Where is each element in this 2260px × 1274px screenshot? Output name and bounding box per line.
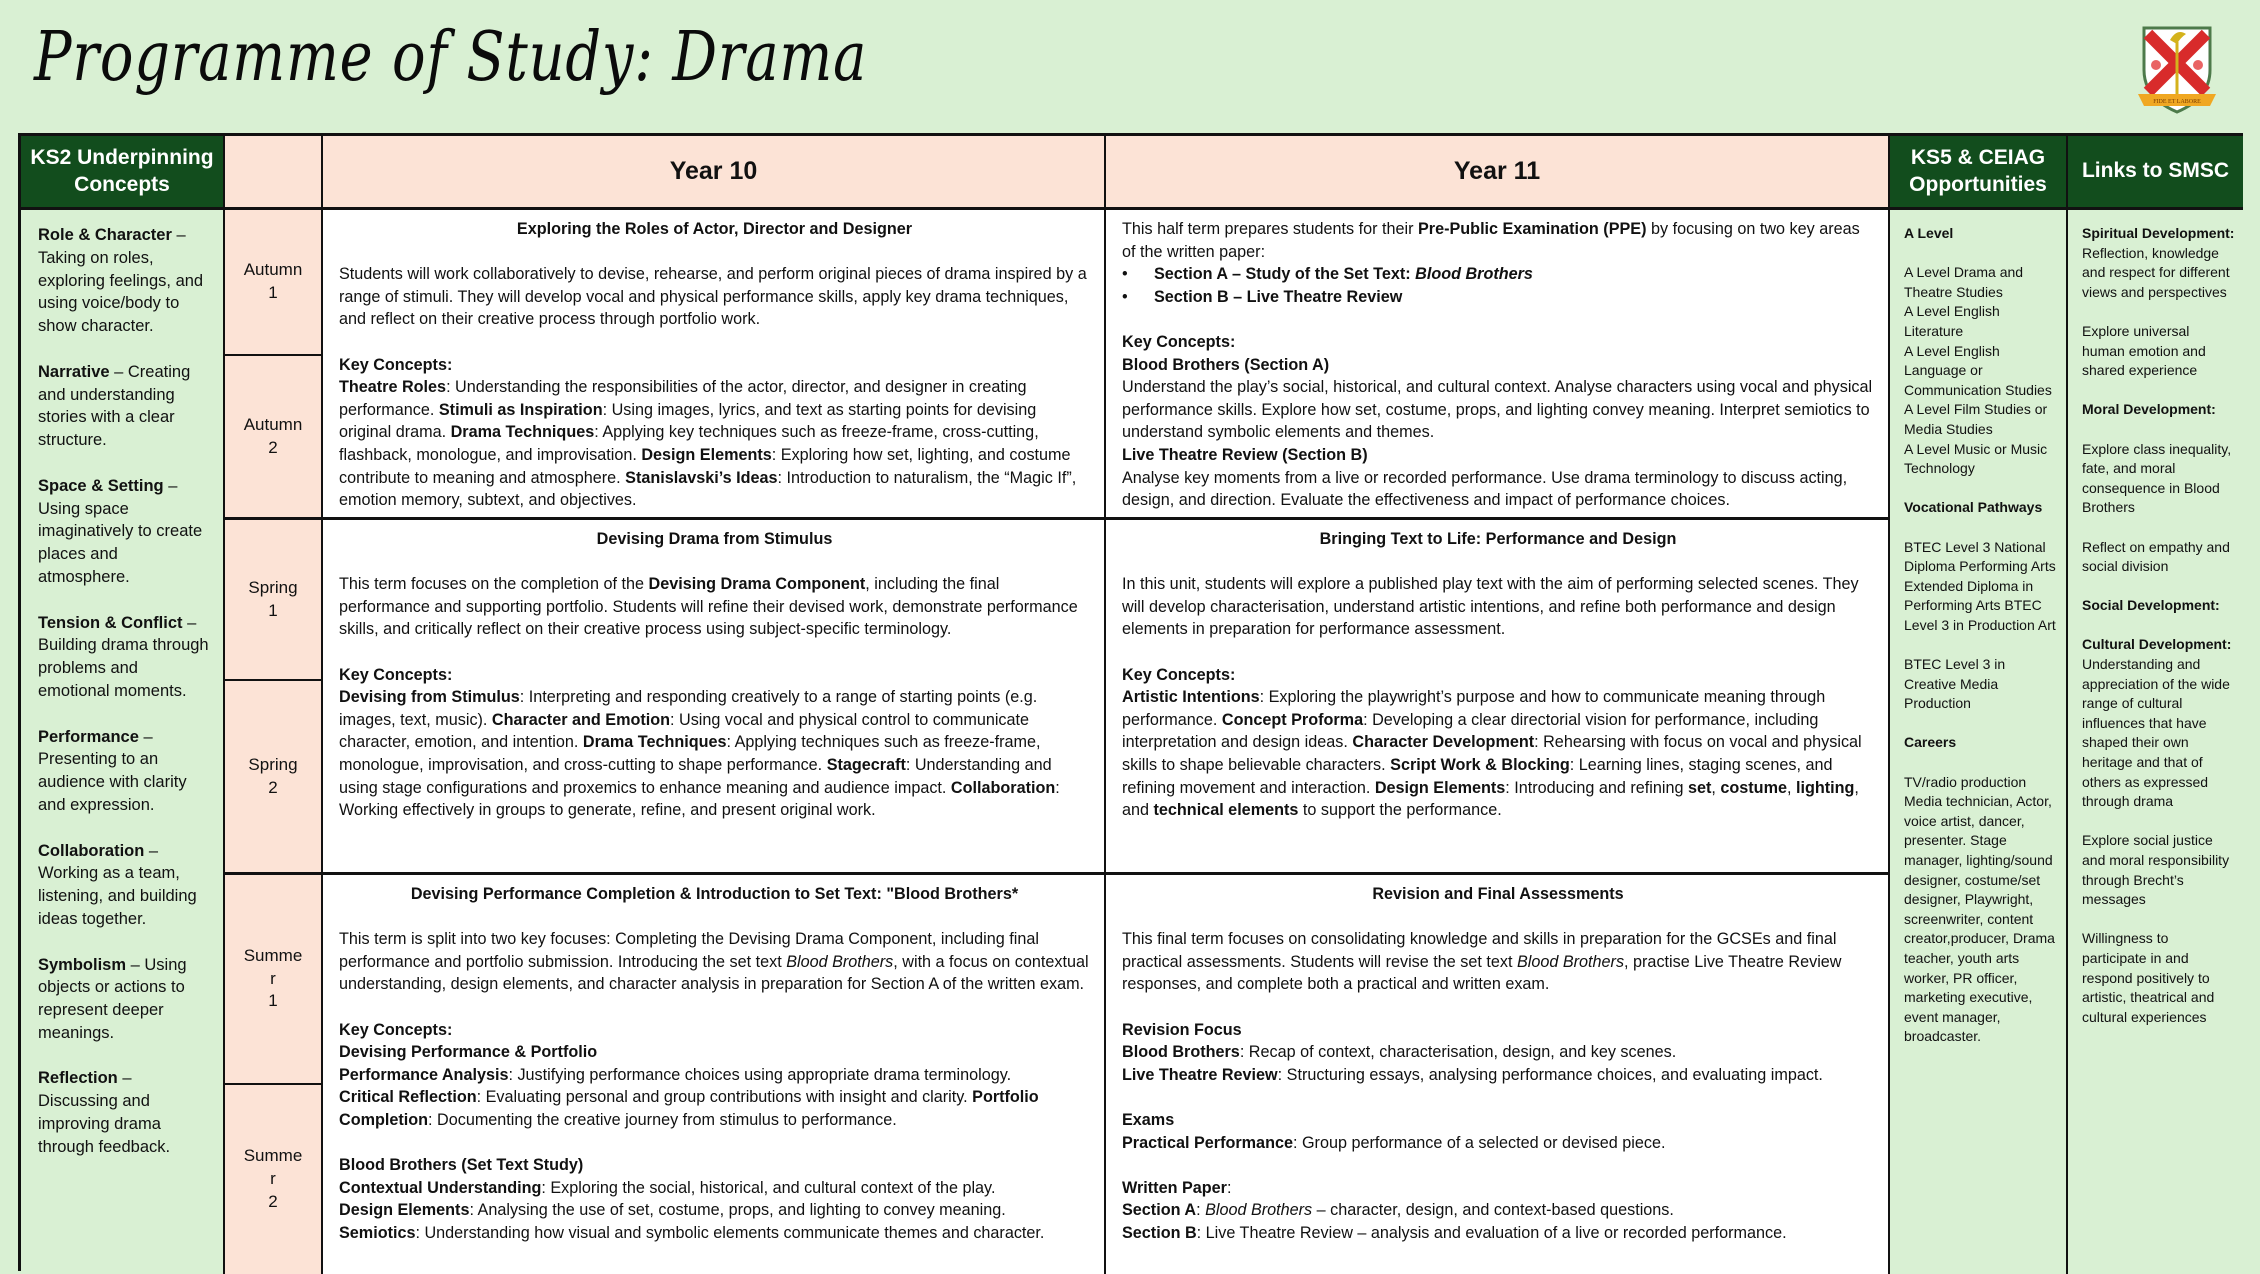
unit-intro bbox=[339, 573, 1090, 641]
concept-term: Drama Techniques bbox=[582, 733, 727, 752]
list-item: A Level Drama and Theatre Studies bbox=[1904, 264, 2024, 300]
year11-summer-cell bbox=[1106, 875, 1890, 1274]
concept-term: Live Theatre Review bbox=[1122, 1065, 1278, 1084]
exam-term: Section A bbox=[1122, 1201, 1197, 1220]
subheading: Devising Performance & Portfolio bbox=[339, 1043, 598, 1062]
exam-desc: : Group performance of a selected or devised piece. bbox=[1292, 1133, 1666, 1152]
ks2-concept bbox=[38, 954, 213, 1045]
smsc-text: Willingness to participate in and respond positively to artistic, theatrical and cultural experiences bbox=[2082, 930, 2215, 1025]
concept-desc: : Interpreting and responding creatively to a range of starting points (e.g. images, text, music). bbox=[339, 688, 1038, 729]
section-label: Moral Development: bbox=[2082, 401, 2216, 418]
term-autumn-1 bbox=[225, 210, 323, 356]
unit-intro bbox=[1122, 928, 1874, 996]
smsc-text: Explore universal human emotion and shared experience bbox=[2082, 322, 2206, 379]
written-paper-label bbox=[1122, 1177, 1874, 1200]
key-concepts-label: Key Concepts: bbox=[1122, 332, 1236, 351]
concept-desc: : Using images, lyrics, and text as starting points for devising original drama. bbox=[339, 400, 1037, 442]
term-label: Summe r 1 bbox=[243, 945, 303, 1011]
key-concepts-list bbox=[1122, 686, 1874, 822]
year11-spring-cell bbox=[1106, 520, 1890, 875]
concept-term: lighting bbox=[1795, 778, 1855, 797]
ks2-concept bbox=[38, 475, 213, 589]
concept-desc: : Applying techniques such as freeze-frame, monologue, improvisation, and cross-cutting to shape performance. bbox=[339, 733, 1041, 774]
concept-term: Stagecraft bbox=[826, 755, 906, 774]
concept-desc: : Developing a clear directorial vision for performance, including interpretation and design ideas. bbox=[1122, 710, 1819, 752]
list-item: BTEC Level 3 National Diploma Performing Arts Extended Diploma in Performing Arts BTEC Level 3 in Production Art bbox=[1904, 538, 2056, 633]
list-item: BTEC Level 3 in Creative Media Production bbox=[1904, 656, 2006, 712]
year10-summer-cell bbox=[323, 875, 1106, 1274]
crest-motto: FIDE ET LABORE bbox=[2153, 99, 2201, 105]
concept-term: set bbox=[1687, 778, 1712, 797]
subheading: Revision Focus bbox=[1122, 1020, 1242, 1039]
concept-term: Performance Analysis bbox=[339, 1065, 509, 1084]
term-spring-1 bbox=[225, 520, 323, 681]
concept-term: Concept Proforma bbox=[1221, 710, 1364, 729]
year11-autumn-cell bbox=[1106, 210, 1890, 520]
header-smsc: Links to SMSC bbox=[2068, 136, 2243, 210]
intro-text: This final term focuses on consolidating knowledge and skills in preparation for the GCSEs and final practical assessments. Students will revise the set text bbox=[1122, 930, 1837, 971]
smsc-text: Explore class inequality, fate, and moral consequence in Blood Brothers bbox=[2082, 440, 2232, 516]
concept-desc: : Documenting the creative journey from stimulus to performance. bbox=[428, 1110, 897, 1129]
year10-autumn-cell bbox=[323, 210, 1106, 520]
section-label: Vocational Pathways bbox=[1904, 499, 2043, 516]
subsection-text: Understand the play’s social, historical, and cultural context. Analyse characters using vocal and physical performance skills. Explore how set, costume, props, and lighting convey meaning. Interpret semiotics to understand symbolic elements and themes. bbox=[1122, 378, 1873, 442]
intro-text: This half term prepares students for their bbox=[1122, 220, 1418, 238]
term-label: Spring 1 bbox=[248, 577, 298, 620]
header-ks5: KS5 & CEIAG Opportunities bbox=[1890, 136, 2068, 210]
concept-term: Character Development bbox=[1352, 733, 1535, 752]
key-concepts-list bbox=[339, 1177, 1090, 1245]
smsc-text: Explore social justice and moral responsibility through Brecht’s messages bbox=[2082, 832, 2230, 908]
colon: : bbox=[1196, 1201, 1206, 1220]
term-summer-1 bbox=[225, 875, 323, 1085]
exam-term: Section B bbox=[1122, 1223, 1197, 1242]
smsc-text: Understanding and appreciation of the wide range of cultural influences that have shaped their own heritage and that of others as expressed through drama bbox=[2082, 656, 2230, 810]
concept-desc: to support the performance. bbox=[1298, 801, 1502, 820]
concept-term: Drama Techniques bbox=[450, 423, 595, 442]
intro-text: , including the final performance and supporting portfolio. Students will refine their devised work, demonstrate performance skills, and critically reflect on their creative process using subject-specific terminology. bbox=[339, 575, 1078, 639]
concept-line bbox=[339, 1222, 1090, 1245]
concept-desc: : Structuring essays, analysing performance choices, and evaluating impact. bbox=[1277, 1065, 1823, 1084]
concept-term: Stimuli as Inspiration bbox=[438, 400, 603, 419]
section-label: Spiritual Development: bbox=[2082, 225, 2235, 241]
concept-term: Theatre Roles bbox=[339, 378, 447, 397]
concept-desc: – Working as a team, listening, and building ideas together. bbox=[38, 841, 197, 928]
exam-term: Practical Performance bbox=[1122, 1133, 1293, 1152]
concept-desc: : Working effectively in groups to generate, refine, and present original work. bbox=[339, 778, 1060, 820]
concept-term: Design Elements bbox=[1374, 778, 1506, 797]
concept-term: Semiotics bbox=[339, 1223, 416, 1242]
colon: : bbox=[1226, 1178, 1232, 1197]
unit-intro bbox=[1122, 218, 1874, 263]
concept-desc: , and bbox=[1122, 778, 1859, 820]
concept-desc: : Exploring the playwright’s purpose and how to communicate meaning through performance. bbox=[1122, 688, 1826, 729]
section-b bbox=[1122, 1222, 1874, 1245]
concept-line bbox=[339, 1086, 1090, 1131]
exam-desc: – character, design, and context-based questions. bbox=[1312, 1201, 1674, 1220]
concept-term: Devising from Stimulus bbox=[339, 688, 520, 707]
subheading: Blood Brothers (Section A) bbox=[1122, 355, 1330, 374]
concept-term: Blood Brothers bbox=[1122, 1043, 1240, 1062]
subsection-text: Analyse key moments from a live or recorded performance. Use drama terminology to discuss acting, design, and direction. Evaluate the effectiveness and impact of performance choices. bbox=[1122, 468, 1848, 510]
concept-desc: : Evaluating personal and group contributions with insight and clarity. bbox=[476, 1088, 973, 1107]
concept-term: Performance bbox=[38, 727, 139, 746]
concept-desc: : Exploring the social, historical, and cultural context of the play. bbox=[541, 1178, 996, 1197]
concept-term: Stanislavski’s Ideas bbox=[625, 468, 778, 487]
intro-text: , with a focus on contextual understanding, design elements, and character analysis in preparation for Section A of the written exam. bbox=[339, 952, 1089, 994]
ks2-concept bbox=[38, 361, 213, 452]
header-year11: Year 11 bbox=[1106, 136, 1890, 210]
alevel-list bbox=[1904, 263, 2058, 479]
list-item: A Level English Language or Communication Studies A Level Film Studies or Media Studies bbox=[1904, 342, 2052, 437]
unit-title: Bringing Text to Life: Performance and Design bbox=[1319, 530, 1677, 548]
intro-bold: Pre-Public Examination (PPE) bbox=[1418, 220, 1647, 238]
practical-exam bbox=[1122, 1132, 1874, 1155]
concept-desc: : Justifying performance choices using appropriate drama terminology. bbox=[508, 1065, 1012, 1084]
section-label: Social Development: bbox=[2082, 597, 2220, 614]
ks2-concept bbox=[38, 840, 213, 931]
key-concepts-label: Key Concepts: bbox=[339, 665, 453, 684]
concept-term: Space & Setting bbox=[38, 476, 164, 495]
exam-italic: Blood Brothers bbox=[1205, 1201, 1313, 1220]
concept-desc: : Introduction to naturalism, the “Magic If”, emotion memory, subtext, and objectives. bbox=[339, 468, 1077, 510]
vocational-list bbox=[1904, 655, 2058, 714]
subheading: Exams bbox=[1122, 1110, 1175, 1129]
concept-desc: : Understanding how visual and symbolic elements communicate themes and character. bbox=[415, 1223, 1045, 1242]
concept-desc: : Recap of context, characterisation, design, and key scenes. bbox=[1239, 1043, 1677, 1062]
section-label: Cultural Development: bbox=[2082, 636, 2232, 653]
intro-text: This term focuses on the completion of the bbox=[339, 575, 649, 594]
ks5-column bbox=[1890, 210, 2068, 1274]
term-label: Summe r 2 bbox=[243, 1146, 303, 1211]
concept-desc: : Using vocal and physical control to communicate character, emotion, and intention. bbox=[339, 710, 1030, 752]
bullet-italic: Blood Brothers bbox=[1415, 265, 1533, 284]
vocational-list bbox=[1904, 538, 2058, 636]
subheading: Blood Brothers (Set Text Study) bbox=[339, 1156, 584, 1175]
intro-italic: Blood Brothers bbox=[786, 952, 894, 971]
term-label: Spring 2 bbox=[248, 754, 298, 797]
exam-sections-list bbox=[1122, 263, 1874, 308]
concept-term: Artistic Intentions bbox=[1122, 688, 1260, 707]
term-spring-2 bbox=[225, 681, 323, 875]
bullet-text: Section A – Study of the Set Text: bbox=[1154, 265, 1416, 284]
concept-desc: : Applying key techniques such as freeze-frame, cross-cutting, flashback, monologue, and improvisation. bbox=[339, 423, 1039, 464]
list-item: • Section B – Live Theatre Review bbox=[1122, 286, 1874, 309]
ks2-concept bbox=[38, 612, 213, 703]
unit-intro: Students will work collaboratively to devise, rehearse, and perform original pieces of drama inspired by a range of stimuli. They will develop vocal and physical performance skills, apply key drama techniques, and reflect on their creative process through portfolio work. bbox=[339, 265, 1087, 329]
concept-term: Character and Emotion bbox=[491, 710, 671, 729]
concept-line bbox=[1122, 1064, 1874, 1087]
section-label: Careers bbox=[1904, 734, 1957, 751]
key-concepts-label: Key Concepts: bbox=[339, 355, 453, 374]
concept-desc: : Introducing and refining bbox=[1505, 778, 1688, 797]
concept-desc: – Discussing and improving drama through feedback. bbox=[38, 1069, 171, 1156]
header-term bbox=[225, 136, 323, 210]
concept-term: technical elements bbox=[1153, 801, 1299, 820]
smsc-column bbox=[2068, 210, 2243, 1274]
concept-term: costume bbox=[1720, 778, 1787, 797]
list-item bbox=[1122, 263, 1874, 286]
concept-term: Design Elements bbox=[339, 1201, 470, 1220]
programme-table bbox=[18, 133, 2243, 1271]
intro-bold: Devising Drama Component bbox=[648, 575, 866, 594]
term-label: Autumn 1 bbox=[243, 260, 303, 302]
ks2-concept bbox=[38, 224, 213, 338]
concept-term: Symbolism bbox=[38, 955, 127, 974]
ks2-concept bbox=[38, 726, 213, 817]
concept-line bbox=[339, 1199, 1090, 1222]
unit-intro: In this unit, students will explore a published play text with the aim of performing selected scenes. They will develop characterisation, understand artistic intentions, and refine both performance and design elements in preparation for performance assessment. bbox=[1122, 575, 1859, 639]
revision-list bbox=[1122, 1041, 1874, 1086]
concept-term: Tension & Conflict bbox=[38, 613, 183, 632]
concept-desc: : Understanding and using stage configurations and proxemics to enhance meaning and audience impact. bbox=[339, 755, 1052, 797]
term-autumn-2 bbox=[225, 356, 323, 520]
unit-title: Devising Performance Completion & Introduction to Set Text: "Blood Brothers* bbox=[410, 885, 1019, 903]
concept-line bbox=[1122, 1041, 1874, 1064]
header-year10: Year 10 bbox=[323, 136, 1106, 210]
section-a bbox=[1122, 1199, 1874, 1222]
key-concepts-list bbox=[339, 686, 1090, 822]
key-concepts-label: Key Concepts: bbox=[339, 1020, 453, 1039]
concept-term: Narrative bbox=[38, 362, 110, 381]
unit-title: Revision and Final Assessments bbox=[1372, 885, 1624, 903]
term-summer-2 bbox=[225, 1085, 323, 1274]
concept-term: Critical Reflection bbox=[339, 1088, 477, 1107]
school-crest-icon bbox=[2136, 20, 2218, 116]
ks2-concept bbox=[38, 1067, 213, 1158]
concept-desc: : Rehearsing with focus on vocal and physical skills to shape believable characters. bbox=[1122, 733, 1862, 774]
concept-desc: : Exploring how set, lighting, and costume contribute to meaning and atmosphere. bbox=[339, 445, 1071, 487]
concept-term: Collaboration bbox=[38, 841, 145, 860]
page-title: Programme of Study: Drama bbox=[34, 18, 868, 97]
header-ks2: KS2 Underpinning Concepts bbox=[21, 136, 225, 210]
concept-line bbox=[339, 1177, 1090, 1200]
unit-title: Exploring the Roles of Actor, Director and Designer bbox=[516, 220, 913, 238]
concept-desc: – Creating and understanding stories with a clear structure. bbox=[38, 362, 191, 450]
concept-term: Contextual Understanding bbox=[339, 1178, 542, 1197]
concept-term: Role & Character bbox=[38, 226, 172, 244]
term-label: Autumn 2 bbox=[243, 414, 303, 457]
concept-term: Design Elements bbox=[641, 445, 772, 464]
list-item: A Level English Literature bbox=[1904, 303, 2000, 339]
careers-text: TV/radio production Media technician, Actor, voice artist, dancer, presenter. Stage manager, lighting/sound designer, costume/set designer, Playwright, screenwriter, content creator,producer, Drama teacher, youth arts worker, PR officer, marketing executive, event manager, broadcaster. bbox=[1904, 773, 2055, 1045]
concept-line bbox=[339, 1064, 1090, 1087]
smsc-text: Reflect on empathy and social division bbox=[2082, 538, 2230, 575]
list-item: A Level Music or Music Technology bbox=[1904, 440, 2048, 477]
concept-desc: : Learning lines, staging scenes, and refining movement and interaction. bbox=[1122, 755, 1833, 797]
intro-text: by focusing on two key areas of the written paper: bbox=[1122, 220, 1860, 261]
unit-title: Devising Drama from Stimulus bbox=[596, 530, 833, 548]
concept-term: Portfolio Completion bbox=[339, 1088, 1039, 1129]
subheading: Written Paper bbox=[1122, 1178, 1227, 1197]
concept-desc: : Analysing the use of set, costume, props, and lighting to convey meaning. bbox=[469, 1201, 1006, 1220]
concept-term: Collaboration bbox=[950, 778, 1056, 797]
subheading: Live Theatre Review (Section B) bbox=[1122, 445, 1368, 464]
year10-spring-cell bbox=[323, 520, 1106, 875]
concept-desc: – Taking on roles, exploring feelings, and using voice/body to show character. bbox=[38, 226, 204, 336]
key-concepts-label: Key Concepts: bbox=[1122, 665, 1236, 684]
concept-desc: – Using space imaginatively to create places and atmosphere. bbox=[38, 476, 203, 586]
smsc-text: Reflection, knowledge and respect for different views and perspectives bbox=[2082, 244, 2230, 300]
concept-term: Script Work & Blocking bbox=[1390, 755, 1570, 774]
concept-desc: , bbox=[1711, 778, 1721, 797]
intro-text: This term is split into two key focuses: Completing the Devising Drama Component, including final performance and portfolio submission. Introducing the set text bbox=[339, 930, 1039, 971]
concept-desc: – Presenting to an audience with clarity and expression. bbox=[38, 727, 187, 814]
intro-text: , practise Live Theatre Review responses, and complete both a practical and written exam. bbox=[1122, 952, 1842, 994]
key-concepts-list bbox=[339, 376, 1090, 512]
unit-intro bbox=[339, 928, 1090, 996]
key-concepts-list bbox=[339, 1064, 1090, 1132]
concept-desc: – Using objects or actions to represent deeper meanings. bbox=[38, 955, 187, 1042]
intro-italic: Blood Brothers bbox=[1516, 952, 1625, 971]
concept-desc: : Understanding the responsibilities of the actor, director, and designer in creating performance. bbox=[339, 378, 1027, 419]
section-label: A Level bbox=[1904, 225, 1954, 241]
concept-desc: , bbox=[1786, 778, 1796, 797]
concept-desc: – Building drama through problems and emotional moments. bbox=[38, 613, 209, 700]
concept-term: Reflection bbox=[38, 1069, 118, 1088]
exam-desc: : Live Theatre Review – analysis and evaluation of a live or recorded performance. bbox=[1196, 1223, 1787, 1242]
ks2-concepts-column bbox=[21, 210, 225, 1274]
